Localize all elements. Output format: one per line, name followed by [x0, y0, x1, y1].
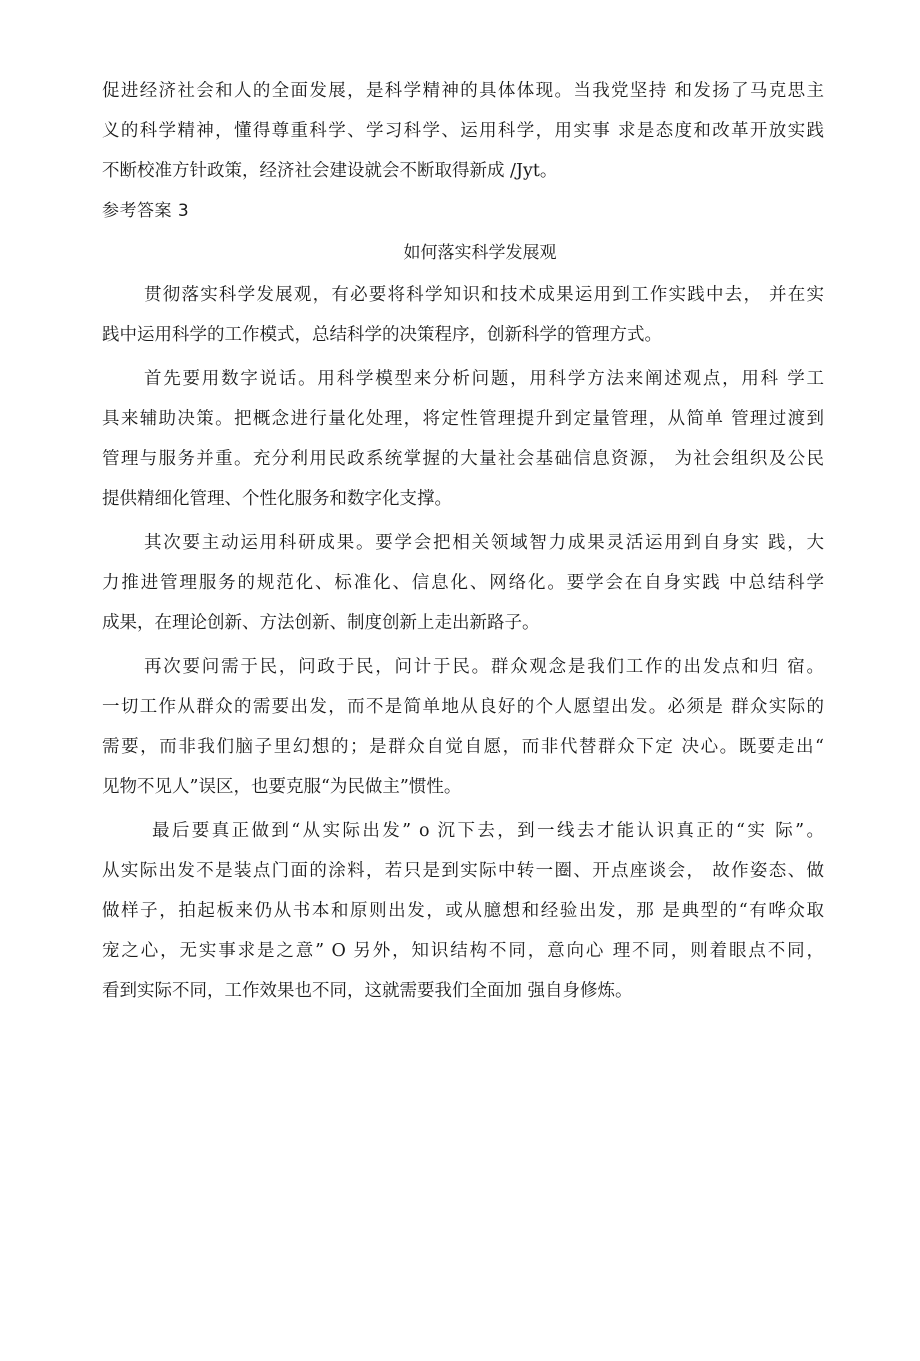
paragraph-3	[102, 523, 824, 643]
intro-paragraph	[102, 71, 824, 191]
paragraph-5	[102, 811, 824, 1011]
text-line: 需要，而非我们脑子里幻想的；是群众自觉自愿，而非代替群众下定 决心。既要走出“	[102, 737, 824, 757]
text-line: 促进经济社会和人的全面发展，是科学精神的具体体现。当我党坚持 和发扬了马克思主	[102, 81, 824, 101]
text-line: 践中运用科学的工作模式，总结科学的决策程序，创新科学的管理方式。	[102, 325, 662, 345]
text-line: 其次要主动运用科研成果。要学会把相关领域智力成果灵活运用到自身实 践，大	[144, 533, 824, 553]
answer-label: 参考答案 3	[102, 201, 190, 221]
text-line: 贯彻落实科学发展观，有必要将科学知识和技术成果运用到工作实践中去， 并在实	[144, 285, 824, 305]
text-line: 管理与服务并重。充分利用民政系统掌握的大量社会基础信息资源， 为社会组织及公民	[102, 449, 824, 469]
text-line: 最后要真正做到“从实际出发” o 沉下去，到一线去才能认识真正的“实 际”。	[152, 821, 824, 841]
document-body	[102, 71, 824, 1011]
text-line: 义的科学精神，懂得尊重科学、学习科学、运用科学，用实事 求是态度和改革开放实践	[102, 121, 824, 141]
paragraph-2	[102, 359, 824, 519]
text-line: 再次要问需于民，问政于民，问计于民。群众观念是我们工作的出发点和归 宿。	[144, 657, 824, 677]
text-line: 从实际出发不是装点门面的涂料，若只是到实际中转一圈、开点座谈会， 故作姿态、做	[102, 861, 824, 881]
text-line: 一切工作从群众的需要出发，而不是简单地从良好的个人愿望出发。必须是 群众实际的	[102, 697, 824, 717]
text-line: 力推进管理服务的规范化、标准化、信息化、网络化。要学会在自身实践 中总结科学	[102, 573, 824, 593]
paragraph-1	[102, 275, 824, 355]
text-line: 不断校准方针政策，经济社会建设就会不断取得新成 /Jyt。	[102, 161, 558, 181]
text-line: 见物不见人”误区，也要克服“为民做主”惯性。	[102, 777, 462, 797]
text-line: 宠之心，无实事求是之意” O 另外，知识结构不同，意向心 理不同，则着眼点不同，	[102, 941, 824, 961]
text-line: 具来辅助决策。把概念进行量化处理，将定性管理提升到定量管理，从简单 管理过渡到	[102, 409, 824, 429]
paragraph-4	[102, 647, 824, 807]
text-line: 首先要用数字说话。用科学模型来分析问题，用科学方法来阐述观点，用科 学工	[144, 369, 824, 389]
text-line: 成果，在理论创新、方法创新、制度创新上走出新路子。	[102, 613, 540, 633]
text-line: 看到实际不同，工作效果也不同，这就需要我们全面加 强自身修炼。	[102, 981, 633, 1001]
text-line: 做样子，拍起板来仍从书本和原则出发，或从臆想和经验出发，那 是典型的“有哗众取	[102, 901, 824, 921]
section-title: 如何落实科学发展观	[403, 243, 557, 263]
text-line: 提供精细化管理、个性化服务和数字化支撑。	[102, 489, 452, 509]
